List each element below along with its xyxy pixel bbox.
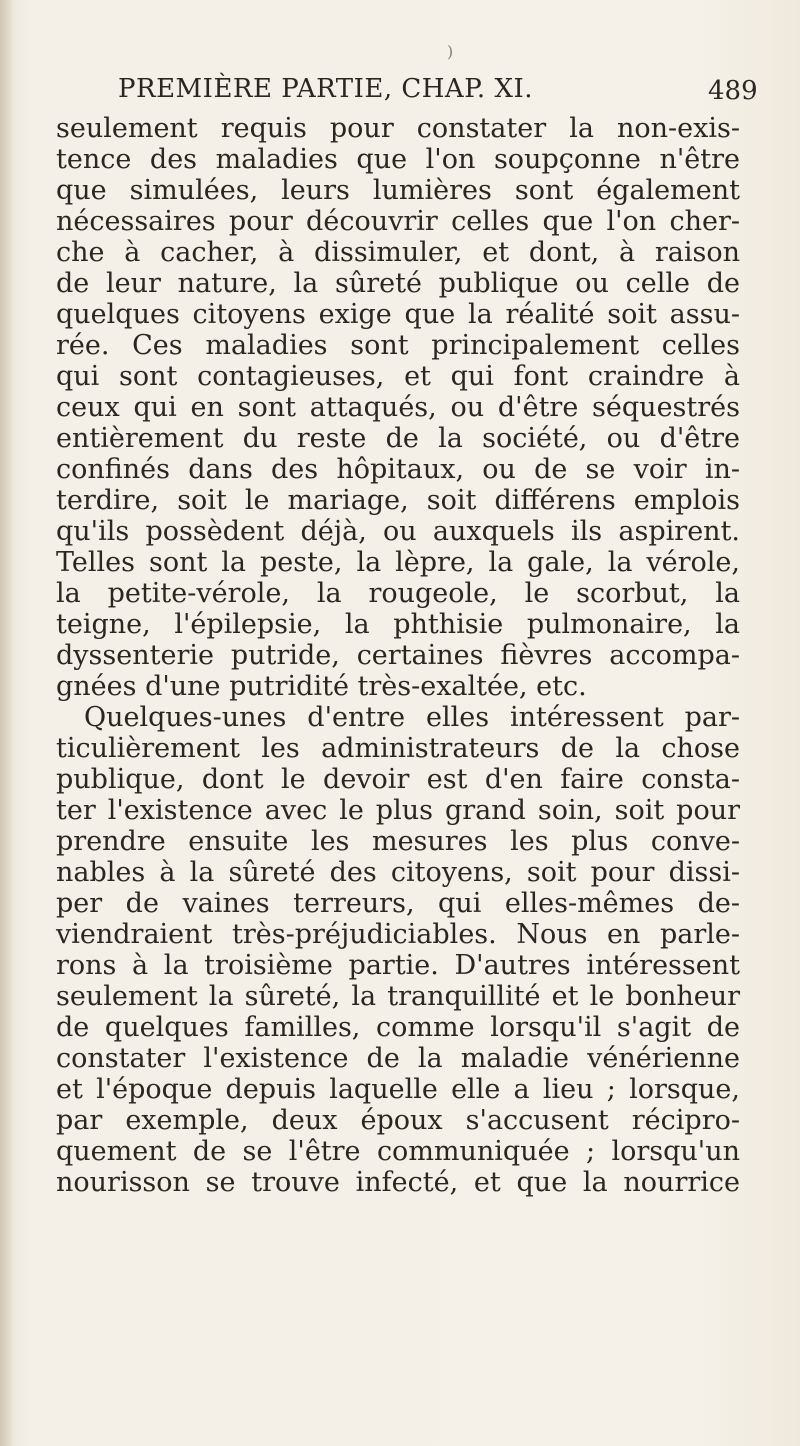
running-header: [0, 70, 800, 110]
text-line: Telles sont la peste, la lèpre, la gale, la vérole,: [56, 547, 740, 578]
text-line: Quelques-unes d'entre elles intéressent par-: [84, 702, 740, 733]
text-line: quement de se l'être communiquée ; lorsqu'un: [56, 1136, 740, 1167]
text-line: terdire, soit le mariage, soit différens emplois: [56, 485, 740, 516]
text-line: quelques citoyens exige que la réalité soit assu-: [56, 299, 740, 330]
text-line: rée. Ces maladies sont principalement celles: [56, 330, 740, 361]
text-line: per de vaines terreurs, qui elles-mêmes de-: [56, 888, 740, 919]
text-line: ticulièrement les administrateurs de la chose: [56, 733, 740, 764]
text-line: la petite-vérole, la rougeole, le scorbut, la: [56, 578, 740, 609]
text-line: constater l'existence de la maladie vénérienne: [56, 1043, 740, 1074]
text-line: seulement la sûreté, la tranquillité et le bonheur: [56, 981, 740, 1012]
text-line: prendre ensuite les mesures les plus conve-: [56, 826, 740, 857]
text-line: par exemple, deux époux s'accusent récipro-: [56, 1105, 740, 1136]
text-line: que simulées, leurs lumières sont également: [56, 175, 740, 206]
text-line: nables à la sûreté des citoyens, soit pour dissi-: [56, 857, 740, 888]
text-line: seulement requis pour constater la non-exis-: [56, 113, 740, 144]
text-line: qui sont contagieuses, et qui font craindre à: [56, 361, 740, 392]
text-line: ter l'existence avec le plus grand soin, soit pour: [56, 795, 740, 826]
text-line: de leur nature, la sûreté publique ou celle de: [56, 268, 740, 299]
header-title: PREMIÈRE PARTIE, CHAP. XI.: [118, 74, 534, 104]
text-line: de quelques familles, comme lorsqu'il s'agit de: [56, 1012, 740, 1043]
text-line: gnées d'une putridité très-exaltée, etc.: [56, 671, 587, 702]
text-line: confinés dans des hôpitaux, ou de se voir in-: [56, 454, 740, 485]
text-line: nécessaires pour découvrir celles que l'on cher-: [56, 206, 740, 237]
text-line: entièrement du reste de la société, ou d'être: [56, 423, 740, 454]
binding-edge: [0, 0, 14, 1446]
text-line: teigne, l'épilepsie, la phthisie pulmonaire, la: [56, 609, 740, 640]
text-line: tence des maladies que l'on soupçonne n'être: [56, 144, 740, 175]
top-mark: ): [447, 42, 454, 61]
text-line: dyssenterie putride, certaines fièvres accompa-: [56, 640, 740, 671]
text-line: rons à la troisième partie. D'autres intéressent: [56, 950, 740, 981]
text-line: qu'ils possèdent déjà, ou auxquels ils aspirent.: [56, 516, 740, 547]
text-line: et l'époque depuis laquelle elle a lieu ; lorsque,: [56, 1074, 740, 1105]
text-line: viendraient très-préjudiciables. Nous en parle-: [56, 919, 740, 950]
page-number: 489: [708, 76, 758, 106]
text-line: che à cacher, à dissimuler, et dont, à raison: [56, 237, 740, 268]
text-line: ceux qui en sont attaqués, ou d'être séquestrés: [56, 392, 740, 423]
text-line: nourisson se trouve infecté, et que la nourrice: [56, 1167, 740, 1198]
text-line: publique, dont le devoir est d'en faire consta-: [56, 764, 740, 795]
